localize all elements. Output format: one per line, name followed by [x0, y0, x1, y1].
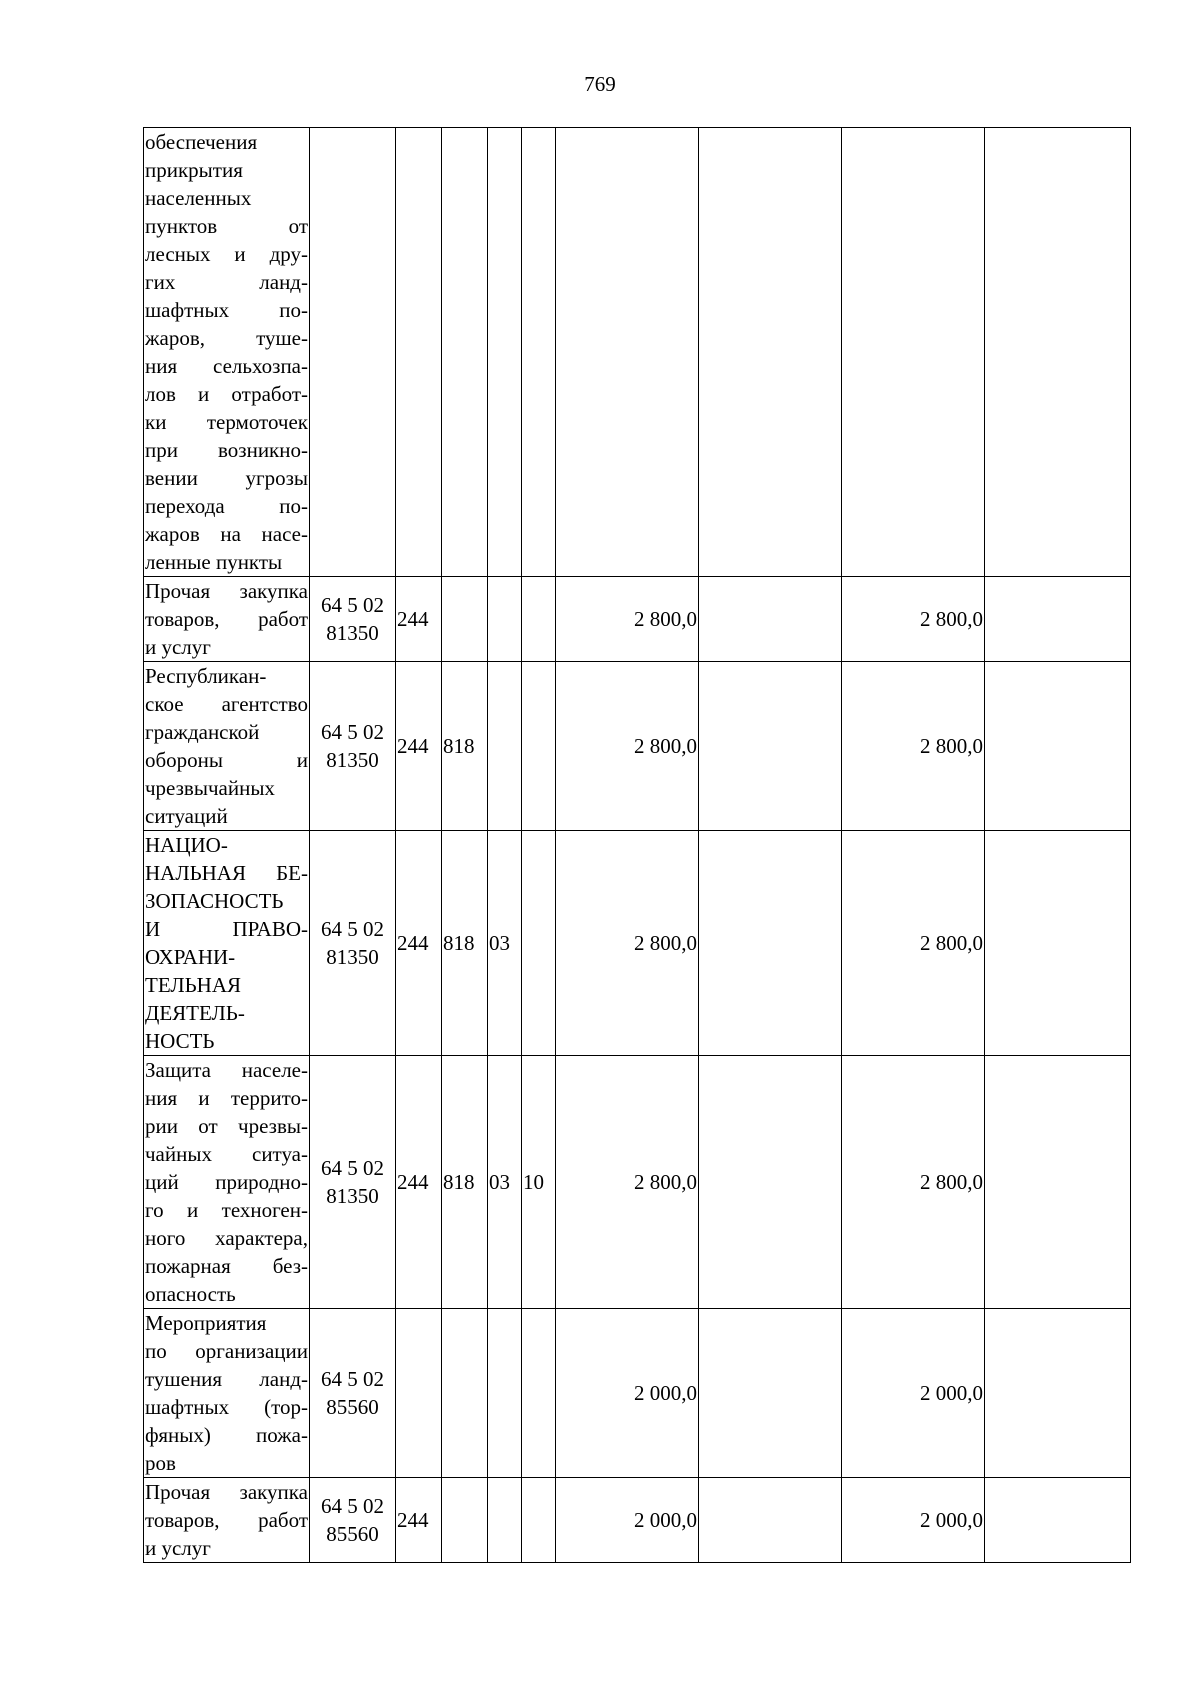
expense-name-line: вении угрозы — [145, 466, 308, 490]
section-code-cell: 03 — [488, 1056, 522, 1309]
expense-name-line: и услуг — [145, 1536, 211, 1560]
expense-name-cell — [144, 1309, 310, 1478]
expense-name-line: ций природно- — [145, 1170, 308, 1194]
expense-name-cell — [144, 128, 310, 577]
expense-name-line: ОХРАНИ- — [145, 945, 236, 969]
target-code-cell — [310, 1056, 396, 1309]
expense-name-line: Защита населе- — [145, 1058, 308, 1082]
expense-name-cell — [144, 831, 310, 1056]
expense-name-line: пунктов от — [145, 214, 308, 238]
expense-name-line: и услуг — [145, 635, 211, 659]
section-code-cell — [488, 577, 522, 662]
expense-name-line: лесных и дру- — [145, 242, 308, 266]
target-code-line: 64 5 02 — [321, 1156, 384, 1180]
ministry-code-cell — [442, 1478, 488, 1563]
amount-total-cell: 2 800,0 — [556, 831, 699, 1056]
section-code-cell — [488, 128, 522, 577]
expense-name-line: пожарная без- — [145, 1254, 308, 1278]
expense-name-line: рии от чрезвы- — [145, 1114, 308, 1138]
subsection-code-cell — [522, 1309, 556, 1478]
target-code-line: 81350 — [326, 748, 379, 772]
expense-name-line: ров — [145, 1451, 176, 1475]
expense-name-line: ситуаций — [145, 804, 228, 828]
expense-name-line: ного характера, — [145, 1226, 308, 1250]
expense-type-cell — [396, 128, 442, 577]
expense-name-cell — [144, 1478, 310, 1563]
section-code-cell — [488, 1309, 522, 1478]
amount-federal-cell — [699, 128, 842, 577]
expense-type-cell — [396, 1309, 442, 1478]
target-code-cell — [310, 577, 396, 662]
amount-total-cell: 2 000,0 — [556, 1309, 699, 1478]
expense-name-line: ТЕЛЬНАЯ — [145, 973, 242, 997]
expense-name-line: товаров, работ — [145, 1508, 308, 1532]
subsection-code-cell — [522, 662, 556, 831]
expense-name-line: перехода по- — [145, 494, 308, 518]
expense-name-line: тушения ланд- — [145, 1367, 308, 1391]
expense-type-cell: 244 — [396, 1056, 442, 1309]
budget-table — [143, 127, 1131, 1563]
expense-name-line: товаров, работ — [145, 607, 308, 631]
amount-federal-cell — [699, 1478, 842, 1563]
ministry-code-cell: 818 — [442, 1056, 488, 1309]
page-number: 769 — [584, 72, 616, 96]
subsection-code-cell — [522, 577, 556, 662]
target-code-cell — [310, 831, 396, 1056]
target-code-line: 64 5 02 — [321, 720, 384, 744]
expense-name-line: ЗОПАСНОСТЬ — [145, 889, 284, 913]
section-code-cell — [488, 1478, 522, 1563]
amount-regional-cell — [842, 128, 985, 577]
expense-name-line: гражданской — [145, 720, 260, 744]
expense-name-line: по организации — [145, 1339, 308, 1363]
amount-regional-cell: 2 000,0 — [842, 1309, 985, 1478]
amount-federal-cell — [699, 831, 842, 1056]
expense-name-line: ДЕЯТЕЛЬ- — [145, 1001, 245, 1025]
table-row — [144, 1056, 1131, 1309]
target-code-line: 64 5 02 — [321, 1494, 384, 1518]
expense-name-line: обеспечения — [145, 130, 258, 154]
section-code-cell: 03 — [488, 831, 522, 1056]
expense-name-line: ния и террито- — [145, 1086, 308, 1110]
expense-name-line: НАЦИО- — [145, 833, 228, 857]
expense-name-line: прикрытия — [145, 158, 243, 182]
expense-name-line: го и техноген- — [145, 1198, 308, 1222]
target-code-line: 85560 — [326, 1522, 379, 1546]
table-row — [144, 1478, 1131, 1563]
expense-name-line: ки термоточек — [145, 410, 308, 434]
target-code-line: 64 5 02 — [321, 917, 384, 941]
expense-name-line: ния сельхозпа- — [145, 354, 308, 378]
expense-name-line: шафтных (тор- — [145, 1395, 308, 1419]
amount-federal-cell — [699, 662, 842, 831]
amount-federal-cell — [699, 1309, 842, 1478]
expense-name-line: Мероприятия — [145, 1311, 267, 1335]
expense-name-line: гих ланд- — [145, 270, 308, 294]
amount-total-cell: 2 000,0 — [556, 1478, 699, 1563]
amount-other-cell — [985, 662, 1131, 831]
expense-name-line: шафтных по- — [145, 298, 308, 322]
amount-other-cell — [985, 831, 1131, 1056]
expense-type-cell: 244 — [396, 1478, 442, 1563]
expense-name-line: населенных — [145, 186, 252, 210]
expense-name-line: при возникно- — [145, 438, 308, 462]
table-row — [144, 831, 1131, 1056]
expense-name-line: фяных) пожа- — [145, 1423, 308, 1447]
ministry-code-cell — [442, 577, 488, 662]
amount-total-cell: 2 800,0 — [556, 662, 699, 831]
target-code-line: 81350 — [326, 945, 379, 969]
target-code-cell — [310, 1309, 396, 1478]
expense-name-line: жаров, туше- — [145, 326, 308, 350]
expense-name-line: чрезвычайных — [145, 776, 275, 800]
target-code-line: 64 5 02 — [321, 593, 384, 617]
expense-type-cell: 244 — [396, 662, 442, 831]
amount-other-cell — [985, 128, 1131, 577]
amount-federal-cell — [699, 1056, 842, 1309]
ministry-code-cell — [442, 1309, 488, 1478]
target-code-line: 85560 — [326, 1395, 379, 1419]
amount-total-cell: 2 800,0 — [556, 1056, 699, 1309]
table-row — [144, 577, 1131, 662]
expense-name-line: Прочая закупка — [145, 1480, 308, 1504]
table-row — [144, 128, 1131, 577]
amount-regional-cell: 2 800,0 — [842, 577, 985, 662]
table-row — [144, 1309, 1131, 1478]
amount-regional-cell: 2 800,0 — [842, 1056, 985, 1309]
subsection-code-cell — [522, 1478, 556, 1563]
amount-other-cell — [985, 1478, 1131, 1563]
expense-name-line: лов и отработ- — [145, 382, 308, 406]
amount-other-cell — [985, 1309, 1131, 1478]
amount-total-cell — [556, 128, 699, 577]
target-code-line: 64 5 02 — [321, 1367, 384, 1391]
expense-name-line: чайных ситуа- — [145, 1142, 308, 1166]
target-code-cell — [310, 1478, 396, 1563]
expense-name-line: НАЛЬНАЯ БЕ- — [145, 861, 308, 885]
target-code-line: 81350 — [326, 621, 379, 645]
section-code-cell — [488, 662, 522, 831]
table-body — [144, 128, 1131, 1563]
expense-name-line: НОСТЬ — [145, 1029, 215, 1053]
target-code-cell — [310, 662, 396, 831]
expense-name-line: опасность — [145, 1282, 236, 1306]
amount-regional-cell: 2 800,0 — [842, 662, 985, 831]
expense-name-cell — [144, 577, 310, 662]
expense-name-line: Прочая закупка — [145, 579, 308, 603]
expense-name-line: жаров на насе- — [145, 522, 308, 546]
target-code-line: 81350 — [326, 1184, 379, 1208]
target-code-cell — [310, 128, 396, 577]
subsection-code-cell — [522, 128, 556, 577]
expense-name-line: обороны и — [145, 748, 308, 772]
amount-other-cell — [985, 1056, 1131, 1309]
expense-name-cell — [144, 1056, 310, 1309]
ministry-code-cell: 818 — [442, 831, 488, 1056]
expense-type-cell: 244 — [396, 577, 442, 662]
expense-name-cell — [144, 662, 310, 831]
expense-name-line: ленные пункты — [145, 550, 283, 574]
ministry-code-cell: 818 — [442, 662, 488, 831]
amount-total-cell: 2 800,0 — [556, 577, 699, 662]
expense-name-line: ское агентство — [145, 692, 308, 716]
amount-regional-cell: 2 000,0 — [842, 1478, 985, 1563]
amount-federal-cell — [699, 577, 842, 662]
amount-other-cell — [985, 577, 1131, 662]
ministry-code-cell — [442, 128, 488, 577]
expense-name-line: И ПРАВО- — [145, 917, 308, 941]
expense-name-line: Республикан- — [145, 664, 267, 688]
subsection-code-cell: 10 — [522, 1056, 556, 1309]
expense-type-cell: 244 — [396, 831, 442, 1056]
amount-regional-cell: 2 800,0 — [842, 831, 985, 1056]
table-row — [144, 662, 1131, 831]
subsection-code-cell — [522, 831, 556, 1056]
